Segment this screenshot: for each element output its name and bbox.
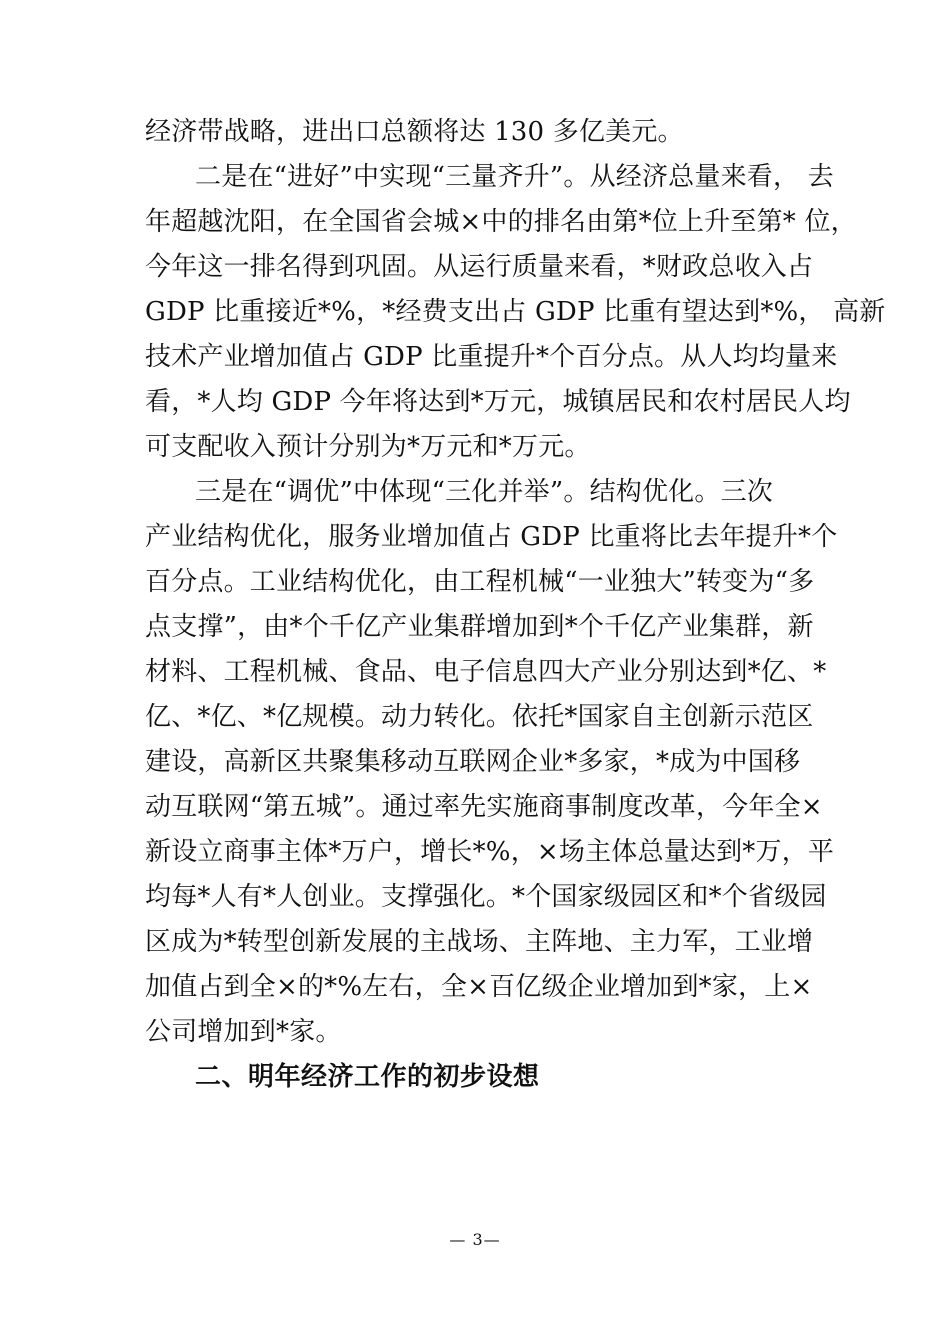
text-line: GDP 比重接近*%，*经费支出占 GDP 比重有望达到*%， 高新	[145, 297, 886, 327]
text-line: 可支配收入预计分别为*万元和*万元。	[145, 432, 591, 462]
text-line: 区成为*转型创新发展的主战场、主阵地、主力军，工业增	[145, 927, 814, 957]
text-line: 加值占到全×的*%左右，全×百亿级企业增加到*家，上×	[145, 972, 813, 1002]
text-line: 看，*人均 GDP 今年将达到*万元，城镇居民和农村居民人均	[145, 387, 851, 417]
text-line: 年超越沈阳，在全国省会城×中的排名由第*位上升至第* 位，	[145, 207, 857, 237]
text-line: 均每*人有*人创业。支撑强化。*个国家级园区和*个省级园	[145, 882, 827, 912]
text-line: 三是在“调优”中体现“三化并举”。结构优化。三次	[195, 477, 773, 507]
text-line: 百分点。工业结构优化，由工程机械“一业独大”转变为“多	[145, 567, 815, 597]
page-number: — 3—	[449, 1230, 501, 1249]
text-line: 产业结构优化，服务业增加值占 GDP 比重将比去年提升*个	[145, 522, 838, 552]
text-line: 动互联网“第五城”。通过率先实施商事制度改革，今年全×	[145, 792, 823, 822]
text-line: 材料、工程机械、食品、电子信息四大产业分别达到*亿、*	[145, 657, 827, 687]
text-line: 建设，高新区共聚集移动互联网企业*多家，*成为中国移	[145, 747, 801, 777]
text-line: 技术产业增加值占 GDP 比重提升*个百分点。从人均均量来	[145, 342, 838, 372]
section-heading: 二、明年经济工作的初步设想	[195, 1062, 540, 1092]
text-line: 经济带战略，进出口总额将达 130 多亿美元。	[145, 117, 684, 147]
text-line: 新设立商事主体*万户，增长*%，×场主体总量达到*万，平	[145, 837, 835, 867]
text-line: 公司增加到*家。	[145, 1017, 342, 1047]
text-line: 点支撑”，由*个千亿产业集群增加到*个千亿产业集群，新	[145, 612, 814, 642]
text-line: 亿、*亿、*亿规模。动力转化。依托*国家自主创新示范区	[145, 702, 814, 732]
text-line: 二是在“进好”中实现“三量齐升”。从经济总量来看， 去	[195, 162, 834, 192]
text-line: 今年这一排名得到巩固。从运行质量来看，*财政总收入占	[145, 252, 814, 282]
